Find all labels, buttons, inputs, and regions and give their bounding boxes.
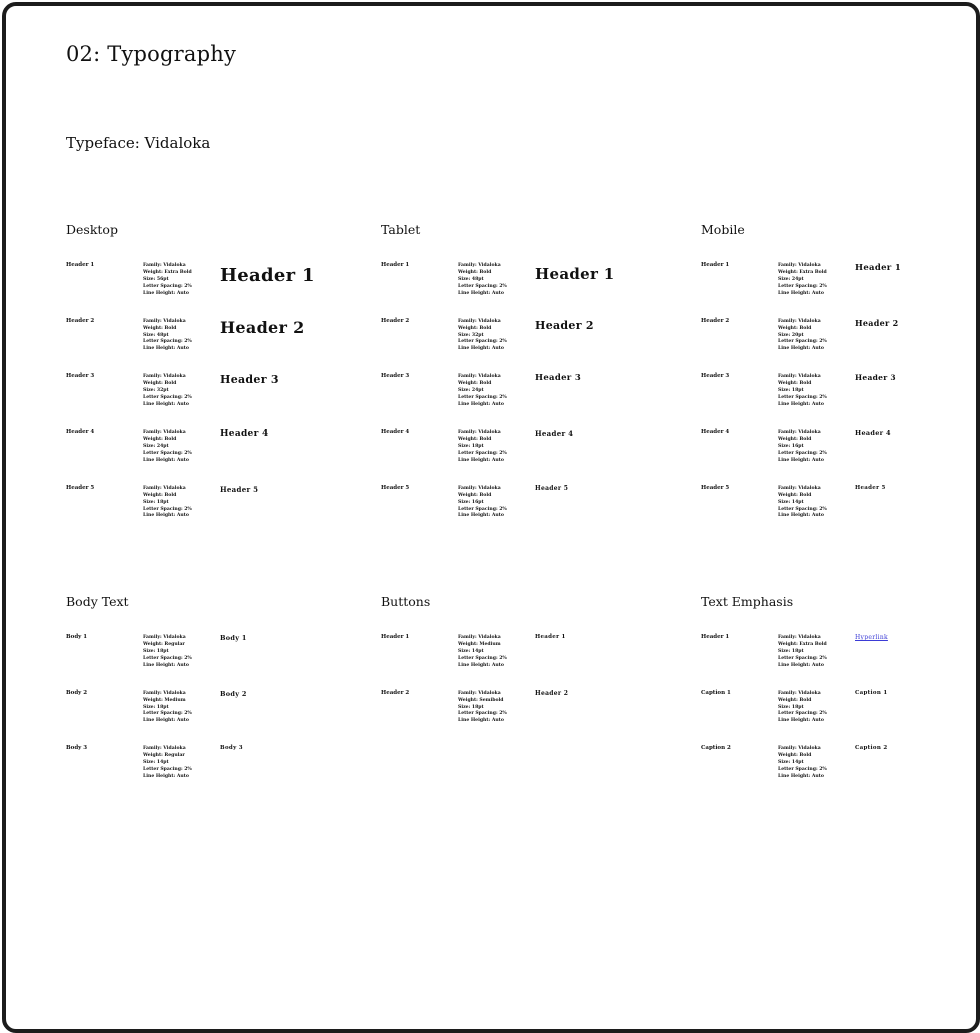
type-sample: Header 3 — [220, 373, 279, 387]
spec-line: Family: Vidaloka — [778, 635, 821, 640]
typeface-label: Typeface: Vidaloka — [66, 134, 211, 152]
section-heading-buttons: Buttons — [381, 594, 431, 609]
style-specs — [778, 746, 827, 781]
spec-line: Family: Vidaloka — [458, 485, 501, 491]
spec-line: Line Height: Auto — [458, 513, 504, 519]
type-sample: Header 1 — [220, 265, 315, 286]
style-specs — [778, 374, 827, 409]
spec-line: Line Height: Auto — [458, 662, 504, 668]
spec-line: Family: Vidaloka — [778, 430, 821, 436]
spec-line: Size: 18pt — [458, 704, 484, 710]
spec-line: Letter Spacing: 2% — [143, 395, 192, 401]
spec-line: Letter Spacing: 2% — [458, 395, 507, 401]
spec-line: Size: 18pt — [458, 443, 484, 449]
spec-line: Letter Spacing: 2% — [458, 506, 507, 512]
section-heading-body-text: Body Text — [66, 594, 129, 609]
spec-line: Family: Vidaloka — [143, 318, 186, 324]
style-specs — [143, 635, 192, 670]
spec-line: Weight: Extra Bold — [778, 269, 827, 275]
type-sample: Header 4 — [535, 429, 574, 439]
spec-line: Size: 16pt — [778, 443, 804, 449]
spec-line: Letter Spacing: 2% — [778, 506, 827, 512]
spec-line: Family: Vidaloka — [143, 430, 186, 436]
section-heading-tablet: Tablet — [381, 222, 421, 237]
spec-line: Line Height: Auto — [778, 290, 824, 296]
spec-line: Size: 14pt — [458, 648, 484, 654]
spec-line: Line Height: Auto — [778, 457, 824, 463]
spec-line: Letter Spacing: 2% — [778, 395, 827, 401]
style-label: Header 5 — [66, 484, 95, 491]
type-sample: Body 3 — [220, 745, 243, 752]
style-specs — [778, 430, 827, 465]
style-label: Body 1 — [66, 634, 88, 640]
spec-line: Letter Spacing: 2% — [458, 655, 507, 661]
spec-line: Letter Spacing: 2% — [143, 655, 192, 661]
style-label: Header 1 — [701, 634, 730, 640]
spec-line: Line Height: Auto — [778, 402, 824, 408]
spec-line: Weight: Extra Bold — [778, 641, 827, 647]
style-label: Header 4 — [381, 429, 410, 436]
spec-line: Size: 20pt — [778, 332, 804, 338]
spec-line: Size: 18pt — [778, 704, 804, 710]
spec-line: Size: 18pt — [143, 499, 169, 505]
spec-line: Letter Spacing: 2% — [778, 655, 827, 661]
spec-line: Family: Vidaloka — [458, 318, 501, 324]
spec-line: Size: 14pt — [778, 760, 804, 766]
spec-line: Size: 56pt — [143, 276, 169, 282]
type-sample: Header 5 — [535, 484, 569, 492]
spec-line: Family: Vidaloka — [143, 746, 186, 752]
type-sample: Header 5 — [855, 484, 886, 491]
spec-line: Weight: Semibold — [458, 697, 504, 703]
spec-line: Size: 18pt — [143, 648, 169, 654]
spec-line: Line Height: Auto — [143, 457, 189, 463]
style-specs — [143, 430, 192, 465]
spec-line: Weight: Bold — [143, 325, 177, 331]
style-specs — [778, 635, 827, 670]
spec-line: Family: Vidaloka — [458, 374, 501, 380]
type-sample: Header 2 — [220, 317, 305, 337]
spec-line: Line Height: Auto — [778, 662, 824, 668]
spec-line: Line Height: Auto — [143, 662, 189, 668]
spec-line: Size: 18pt — [778, 648, 804, 654]
style-label: Header 1 — [701, 262, 730, 268]
style-specs — [458, 430, 507, 465]
spec-line: Line Height: Auto — [143, 346, 189, 352]
spec-line: Family: Vidaloka — [778, 690, 821, 696]
section-heading-desktop: Desktop — [66, 222, 118, 237]
spec-line: Letter Spacing: 2% — [143, 506, 192, 512]
style-specs — [778, 691, 827, 726]
spec-line: Line Height: Auto — [458, 402, 504, 408]
style-specs — [458, 691, 507, 726]
type-sample: Header 4 — [220, 429, 269, 440]
spec-line: Size: 32pt — [458, 332, 484, 338]
spec-line: Letter Spacing: 2% — [778, 450, 827, 456]
style-label: Header 5 — [381, 484, 410, 491]
spec-line: Line Height: Auto — [778, 346, 824, 352]
style-specs — [143, 374, 192, 409]
style-label: Header 4 — [66, 429, 95, 436]
spec-line: Line Height: Auto — [778, 774, 824, 780]
style-specs — [778, 319, 827, 354]
style-specs — [778, 486, 827, 521]
spec-line: Size: 48pt — [143, 332, 169, 338]
section-heading-mobile: Mobile — [701, 222, 745, 237]
style-label: Body 3 — [66, 745, 88, 752]
type-sample: Body 2 — [220, 689, 247, 698]
spec-line: Letter Spacing: 2% — [143, 711, 192, 717]
spec-line: Weight: Bold — [778, 753, 812, 759]
type-sample: Header 3 — [855, 373, 896, 383]
type-sample: Header 2 — [535, 318, 594, 332]
style-specs — [778, 263, 827, 298]
spec-line: Family: Vidaloka — [143, 485, 186, 491]
spec-line: Weight: Bold — [458, 269, 492, 275]
spec-line: Weight: Bold — [143, 437, 177, 442]
spec-line: Family: Vidaloka — [458, 263, 501, 268]
spec-line: Family: Vidaloka — [458, 635, 501, 640]
style-label: Header 5 — [701, 484, 730, 491]
style-specs — [143, 263, 192, 298]
spec-line: Weight: Bold — [458, 492, 492, 498]
spec-line: Family: Vidaloka — [778, 374, 821, 380]
spec-line: Size: 24pt — [143, 443, 169, 449]
spec-line: Family: Vidaloka — [778, 485, 821, 491]
spec-line: Weight: Regular — [143, 753, 185, 759]
spec-line: Size: 32pt — [143, 388, 169, 394]
type-sample: Header 2 — [535, 689, 569, 697]
spec-line: Family: Vidaloka — [143, 374, 186, 380]
spec-line: Weight: Extra Bold — [143, 269, 192, 275]
spec-line: Line Height: Auto — [143, 290, 189, 296]
style-specs — [143, 691, 192, 726]
style-label: Header 1 — [66, 262, 95, 268]
type-sample: Caption 1 — [855, 689, 888, 696]
spec-line: Letter Spacing: 2% — [778, 283, 827, 289]
style-specs — [458, 374, 507, 409]
spec-line: Weight: Regular — [143, 641, 185, 647]
spec-line: Line Height: Auto — [458, 718, 504, 724]
spec-line: Family: Vidaloka — [778, 746, 821, 752]
spec-line: Size: 18pt — [143, 704, 169, 710]
spec-line: Family: Vidaloka — [143, 635, 186, 640]
spec-line: Weight: Bold — [143, 492, 177, 498]
style-specs — [458, 319, 507, 354]
style-specs — [458, 486, 507, 521]
style-specs — [143, 319, 192, 354]
spec-line: Line Height: Auto — [778, 718, 824, 724]
spec-line: Line Height: Auto — [458, 457, 504, 463]
spec-line: Letter Spacing: 2% — [458, 450, 507, 456]
style-label: Header 1 — [381, 634, 410, 640]
spec-line: Letter Spacing: 2% — [458, 283, 507, 289]
spec-line: Letter Spacing: 2% — [458, 711, 507, 717]
spec-line: Line Height: Auto — [143, 718, 189, 724]
style-label: Header 3 — [701, 373, 730, 380]
spec-line: Size: 48pt — [458, 276, 484, 282]
style-label: Header 1 — [381, 262, 410, 268]
style-label: Header 2 — [66, 317, 95, 324]
type-sample: Header 2 — [855, 317, 899, 328]
spec-line: Family: Vidaloka — [778, 263, 821, 268]
spec-line: Weight: Bold — [778, 381, 812, 387]
style-label: Header 2 — [381, 317, 410, 324]
spec-line: Letter Spacing: 2% — [143, 283, 192, 289]
spec-line: Letter Spacing: 2% — [458, 339, 507, 345]
spec-line: Line Height: Auto — [143, 402, 189, 408]
type-sample: Body 1 — [220, 634, 247, 642]
style-specs — [143, 486, 192, 521]
style-specs — [458, 263, 507, 298]
spec-line: Size: 14pt — [143, 760, 169, 766]
spec-line: Line Height: Auto — [143, 513, 189, 519]
type-sample: Header 1 — [535, 634, 566, 640]
spec-line: Line Height: Auto — [143, 774, 189, 780]
spec-line: Weight: Bold — [458, 381, 492, 387]
spec-line: Letter Spacing: 2% — [143, 339, 192, 345]
spec-line: Size: 18pt — [778, 388, 804, 394]
spec-line: Weight: Bold — [778, 437, 812, 442]
style-specs — [458, 635, 507, 670]
style-label: Caption 2 — [701, 745, 731, 752]
spec-line: Letter Spacing: 2% — [778, 711, 827, 717]
spec-line: Family: Vidaloka — [778, 318, 821, 324]
spec-line: Letter Spacing: 2% — [143, 767, 192, 773]
spec-line: Weight: Bold — [143, 381, 177, 387]
style-label: Caption 1 — [701, 689, 731, 696]
spec-line: Letter Spacing: 2% — [778, 767, 827, 773]
spec-line: Weight: Medium — [143, 697, 186, 703]
type-sample: Caption 2 — [855, 745, 888, 752]
spec-line: Family: Vidaloka — [143, 263, 186, 268]
style-label: Body 2 — [66, 689, 88, 696]
style-label: Header 2 — [381, 689, 410, 696]
spec-line: Family: Vidaloka — [458, 430, 501, 436]
type-sample: Header 4 — [855, 429, 891, 438]
spec-line: Weight: Medium — [458, 641, 501, 647]
style-specs — [143, 746, 192, 781]
spec-line: Size: 24pt — [458, 388, 484, 394]
spec-line: Weight: Bold — [458, 437, 492, 442]
spec-line: Line Height: Auto — [458, 290, 504, 296]
type-sample: Header 5 — [220, 484, 259, 494]
spec-line: Line Height: Auto — [458, 346, 504, 352]
spec-line: Letter Spacing: 2% — [143, 450, 192, 456]
spec-line: Size: 24pt — [778, 276, 804, 282]
page-title: 02: Typography — [66, 42, 237, 66]
spec-line: Weight: Bold — [778, 697, 812, 703]
spec-line: Weight: Bold — [458, 325, 492, 331]
spec-line: Family: Vidaloka — [143, 690, 186, 696]
spec-line: Family: Vidaloka — [458, 690, 501, 696]
type-sample: Header 3 — [535, 373, 582, 384]
style-label: Header 3 — [66, 373, 95, 380]
type-sample: Header 1 — [855, 263, 902, 273]
spec-line: Letter Spacing: 2% — [778, 339, 827, 345]
spec-line: Weight: Bold — [778, 492, 812, 498]
spec-line: Size: 16pt — [458, 499, 484, 505]
style-label: Header 2 — [701, 317, 730, 324]
hyperlink-sample[interactable]: Hyperlink — [855, 634, 888, 641]
section-heading-text-emphasis: Text Emphasis — [701, 594, 794, 609]
type-sample: Header 1 — [535, 265, 615, 283]
spec-line: Line Height: Auto — [778, 513, 824, 519]
style-label: Header 4 — [701, 429, 730, 436]
style-label: Header 3 — [381, 373, 410, 380]
spec-line: Size: 14pt — [778, 499, 804, 505]
spec-line: Weight: Bold — [778, 325, 812, 331]
